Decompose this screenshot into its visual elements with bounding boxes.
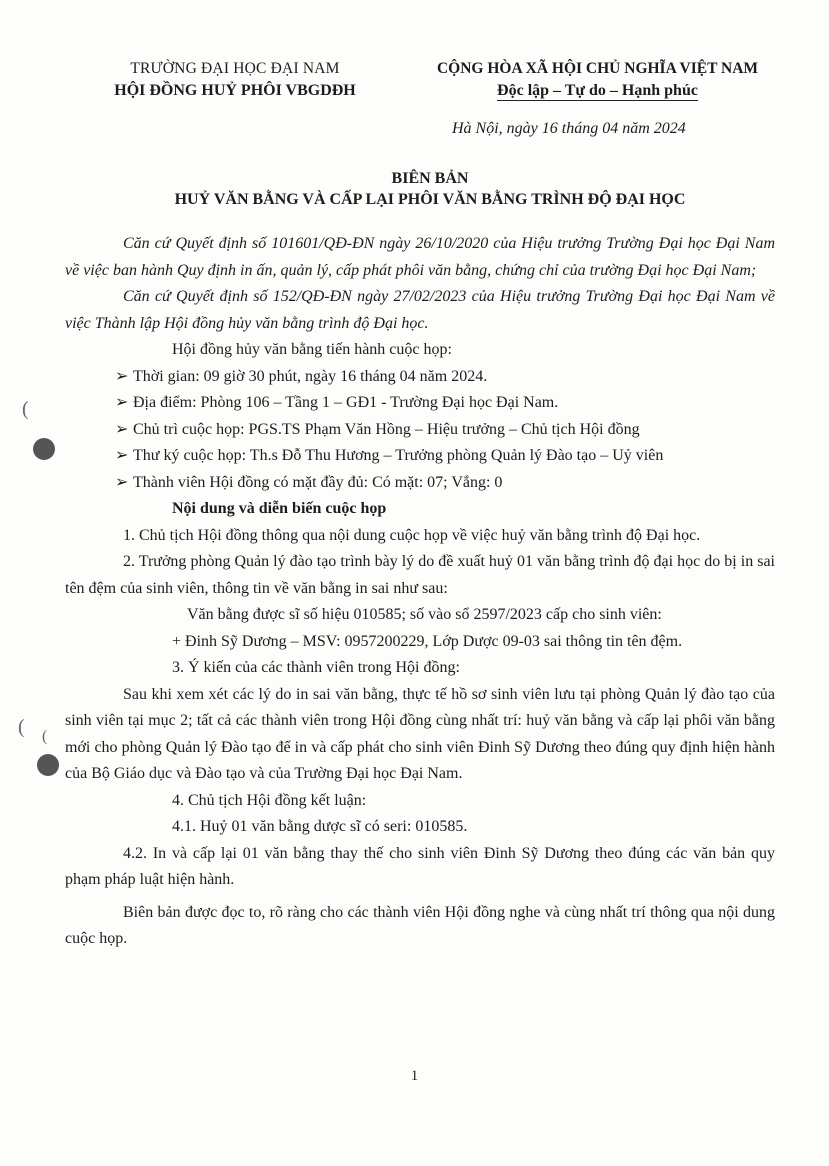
content-paragraph-1: 1. Chủ tịch Hội đồng thông qua nội dung cuộc họp về việc huỷ văn bằng trình độ Đại học.	[123, 526, 701, 544]
list-item: ➢ Thời gian: 09 giờ 30 phút, ngày 16 tháng 04 năm 2024.	[57, 364, 775, 391]
meeting-details-list	[57, 364, 775, 497]
national-motto-block	[400, 60, 795, 100]
content-paragraph-3: 3. Ý kiến của các thành viên trong Hội đồng:	[172, 659, 460, 676]
university-name: TRƯỜNG ĐẠI HỌC ĐẠI NAM	[130, 60, 340, 77]
meeting-intro: Hội đồng hủy văn bằng tiến hành cuộc họp:	[172, 341, 452, 358]
document-title: BIÊN BẢN	[391, 170, 469, 187]
content-paragraph-5: Biên bản được đọc to, rõ ràng cho các thành viên Hội đồng nghe và cùng nhất trí thông qua nội dung cuộc họp.	[65, 903, 775, 947]
country-name: CỘNG HÒA XÃ HỘI CHỦ NGHĨA VIỆT NAM	[436, 60, 759, 77]
list-item: ➢ Địa điểm: Phòng 106 – Tầng 1 – GĐ1 - Trường Đại học Đại Nam.	[57, 390, 775, 417]
basis-paragraph-2: Căn cứ Quyết định số 152/QĐ-ĐN ngày 27/02/2023 của Hiệu trưởng Trường Đại học Đại Nam về việc Thành lập Hội đồng hủy văn bằng trình độ Đại học.	[65, 288, 775, 332]
list-item: ➢ Thư ký cuộc họp: Th.s Đỗ Thu Hương – Trưởng phòng Quản lý Đào tạo – Uỷ viên	[57, 443, 775, 470]
page-number: 1	[410, 1068, 419, 1084]
list-item: ➢ Chủ trì cuộc họp: PGS.TS Phạm Văn Hồng – Hiệu trưởng – Chủ tịch Hội đồng	[57, 417, 775, 444]
arrow-bullet-icon: ➢	[115, 473, 129, 491]
arrow-bullet-icon: ➢	[115, 447, 129, 464]
basis-paragraph-1: Căn cứ Quyết định số 101601/QĐ-ĐN ngày 26/10/2020 của Hiệu trưởng Trường Đại học Đại Nam về việc ban hành Quy định in ấn, quản lý, cấp phát phôi văn bằng, chứng chỉ của trường Đại học Đại Nam;	[65, 235, 775, 279]
punch-hole-bottom	[37, 754, 59, 776]
arrow-bullet-icon: ➢	[115, 420, 129, 438]
content-paragraph-4: 4. Chủ tịch Hội đồng kết luận:	[172, 791, 367, 809]
content-paragraph-2: 2. Trưởng phòng Quản lý đào tạo trình bày lý do đề xuất huỷ 01 văn bằng trình độ đại học do bị in sai tên đệm của sinh viên, thông tin về văn bằng in sai như sau:	[65, 553, 775, 597]
arrow-bullet-icon: ➢	[115, 394, 129, 411]
section-heading: Nội dung và diễn biến cuộc họp	[172, 500, 387, 517]
issuer-block	[70, 60, 400, 100]
arrow-bullet-icon: ➢	[115, 367, 129, 385]
document-date: Hà Nội, ngày 16 tháng 04 năm 2024	[452, 120, 686, 137]
list-item: ➢ Thành viên Hội đồng có mặt đầy đủ: Có mặt: 07; Vắng: 0	[57, 470, 775, 497]
scan-mark-bottom-2: (	[42, 728, 48, 745]
punch-hole-top	[33, 438, 55, 460]
document-body	[65, 231, 775, 953]
council-name: HỘI ĐỒNG HUỶ PHÔI VBGDĐH	[114, 82, 356, 99]
content-paragraph-2b: + Đinh Sỹ Dương – MSV: 0957200229, Lớp Dược 09-03 sai thông tin tên đệm.	[172, 632, 683, 650]
content-paragraph-3a: Sau khi xem xét các lý do in sai văn bằng, thực tế hồ sơ sinh viên lưu tại phòng Quản lý đào tạo của sinh viên tại mục 2; tất cả các thành viên trong Hội đồng cùng nhất trí: huỷ văn bằng và cấp lại phôi văn bằng mới cho phòng Quản lý Đào tạo để in và cấp phát cho sinh viên Đinh Sỹ Dương theo đúng quy định hiện hành của Bộ Giáo dục và Đào tạo và của Trường Đại học Đại Nam.	[65, 685, 775, 782]
content-paragraph-2a: Văn bằng được sĩ số hiệu 010585; số vào sổ 2597/2023 cấp cho sinh viên:	[187, 606, 662, 623]
content-paragraph-4-1: 4.1. Huỷ 01 văn bằng dược sĩ có seri: 010585.	[172, 818, 468, 835]
scan-mark-top: (	[22, 398, 29, 420]
content-paragraph-4-2: 4.2. In và cấp lại 01 văn bằng thay thế cho sinh viên Đinh Sỹ Dương theo đúng các văn bản quy phạm pháp luật hiện hành.	[65, 844, 775, 888]
scan-mark-bottom: (	[18, 716, 25, 738]
document-subtitle: HUỶ VĂN BẰNG VÀ CẤP LẠI PHÔI VĂN BẰNG TRÌNH ĐỘ ĐẠI HỌC	[174, 191, 686, 208]
motto: Độc lập – Tự do – Hạnh phúc	[497, 82, 698, 99]
